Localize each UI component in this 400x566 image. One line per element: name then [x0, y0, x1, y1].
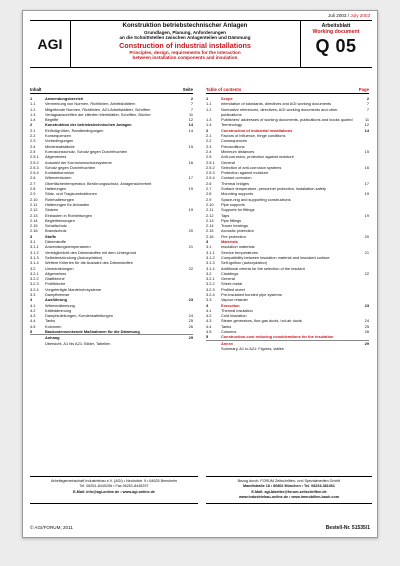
toc-entry-title: Additional criteria for the selection of the insulant — [221, 265, 305, 271]
toc-entry-title: Pipe supports — [221, 201, 245, 207]
date-separator: / — [346, 13, 351, 18]
toc-entry-number: 1.4 — [206, 122, 212, 128]
toc-entry-title: Dämmstoffe — [45, 239, 66, 245]
toc-entry-number: 3.3 — [206, 297, 212, 303]
toc-entry-page: 15 — [188, 143, 193, 149]
toc-entry-title: Profilbleche — [45, 281, 66, 287]
toc-entry-number: 2.7 — [30, 180, 36, 186]
toc-entry-number: 3.1.4 — [30, 260, 39, 266]
doc-type-en: Working document — [312, 28, 360, 35]
toc-entry-title: Kontaktkorrosion — [45, 170, 75, 176]
toc-entry-page: 16 — [364, 164, 369, 170]
toc-entry-page: 26 — [188, 323, 193, 329]
toc-entry-title: Anwendungstemperaturen — [45, 244, 91, 250]
toc-entry-page: 7 — [190, 101, 193, 107]
toc-entry-page: 2 — [190, 96, 193, 101]
toc-entry-number: 3 — [206, 239, 209, 245]
toc-entry-title: Scope — [221, 96, 233, 101]
toc-entry-title: Begriffe — [45, 117, 59, 123]
toc-english — [206, 87, 369, 351]
toc-entry-page: 22 — [364, 270, 369, 276]
toc-entry-number: 2.13 — [206, 217, 214, 223]
toc-entry-number: 4.4 — [206, 323, 212, 329]
toc-entry-page: 25 — [188, 318, 193, 324]
toc-entry-title: Steam generators, flue-gas ducts, hot-air ducts — [221, 318, 302, 324]
toc-german-heading: Inhalt — [30, 87, 42, 92]
toc-entry-number: 2.5.4 — [30, 170, 39, 176]
toc-entry-title: Minimum distances — [221, 148, 255, 154]
toc-entry-page: 19 — [364, 191, 369, 197]
subtitle-en-1: Principles, design, requirements for the interaction — [129, 50, 241, 56]
toc-entry-page: 23 — [364, 302, 369, 308]
toc-entry-number: 2.5 — [206, 154, 212, 160]
toc-entry-number: 1 — [30, 96, 33, 101]
toc-entry-number: 2.15 — [30, 223, 38, 229]
toc-entry-number: 4.2 — [206, 313, 212, 319]
toc-entry-title: Intendation of standards, directives and AGI working documents — [221, 101, 332, 107]
toc-entry-title: Anhang — [45, 335, 60, 341]
toc-entry-number: 2.15 — [206, 228, 214, 234]
toc-entry-title: Konstruktion der betriebstechnischen Anlagen — [45, 122, 132, 128]
toc-entry-title: General — [221, 276, 235, 282]
toc-entry-title: Auswahl der Korrosionsschutzsysteme — [45, 159, 112, 165]
toc-entry-title: Anti-corrosion, protection against moisture — [221, 154, 294, 160]
toc-entry-number: 2.5.3 — [30, 164, 39, 170]
doc-number: Q 05 — [315, 36, 357, 57]
toc-entry-title: Thermal bridges — [221, 180, 250, 186]
toc-english-header — [206, 87, 369, 94]
toc-entry-number: 2.10 — [30, 196, 38, 202]
toc-entry-number: 2.8 — [30, 186, 36, 192]
toc-entry-number: 3 — [30, 233, 33, 239]
toc-entry-title: Protection against moisture — [221, 170, 269, 176]
toc-entry-number: 3.1 — [30, 239, 36, 245]
toc-entry-page: 25 — [364, 323, 369, 329]
toc-entry-number: 4.1 — [206, 307, 212, 313]
toc-entry-title: Oberflächentemperatur, Berührungsschutz, Anlagensicherheit — [45, 180, 152, 186]
toc-entry-number: 2.5.2 — [30, 159, 39, 165]
toc-entry-title: Konsequenzen — [45, 133, 71, 139]
toc-entry-number: 1.1 — [30, 101, 36, 107]
toc-entry-title: Supports for fittings — [221, 207, 255, 213]
toc-entry-title: Cold insulation — [221, 313, 247, 319]
toc-entry-page: 20 — [364, 233, 369, 239]
toc-entry-title: Construction of industrial installations — [221, 127, 293, 133]
toc-entry-title: Surface temperature, personnel protection, installation safety — [221, 186, 326, 192]
toc-entry-number: 4.4 — [30, 318, 36, 324]
toc-entry-title: Baukostensenkende Maßnahmen für die Dämmung — [45, 329, 140, 335]
document-page — [22, 10, 378, 538]
toc-entry-title: Schutz gegen Durchfeuchten — [45, 164, 96, 170]
toc-entry-title: Tanks — [221, 323, 232, 329]
toc-entry-title: Mindestabstände — [45, 143, 75, 149]
toc-entry-number: 2.13 — [30, 212, 38, 218]
distributor-websites[interactable]: www.industriebau-online.de • www.immobilien-bauh.com — [239, 494, 339, 499]
toc-entry-number: 4.3 — [30, 313, 36, 319]
toc-entry-title: Self-ignition (autoxydation) — [221, 260, 268, 266]
toc-entry-number: 3.2 — [30, 265, 36, 271]
title-block — [70, 23, 300, 61]
toc-entry-title: Publishers' addresses of working documents, publications and books quoted — [221, 117, 353, 123]
toc-entry-title: Stutzen — [45, 207, 59, 213]
toc-entry-number: 2.8 — [206, 191, 212, 197]
footer-publisher — [30, 476, 198, 504]
toc-entry-title: Wärmebrücken — [45, 175, 72, 181]
toc-entry-title: Vorgefertigte Mantelrohrsysteme — [45, 286, 102, 292]
toc-entry-number: 4.5 — [30, 323, 36, 329]
toc-entry-title: Terminology — [221, 122, 242, 128]
toc-entry-number: 1.3 — [30, 111, 36, 117]
toc-entry-number: 2.1 — [30, 127, 36, 133]
toc-entry-title: Annex — [221, 340, 233, 346]
toc-entry-page: 17 — [188, 175, 193, 181]
toc-entry-number: 2 — [30, 122, 33, 128]
toc-german-page-heading: Seite — [182, 87, 193, 92]
order-number: Bestell-Nr. 51535/1 — [325, 525, 370, 531]
toc-entry-title: Service temperatures — [221, 249, 258, 255]
toc-entry-number: 2.3 — [206, 143, 212, 149]
subtitle-en-2: between installation components and insulation — [132, 55, 238, 61]
toc-entry-title: Space-ring and supporting constructions — [221, 196, 291, 202]
toc-entry-page: 12 — [364, 122, 369, 128]
toc-entry-number: 2.10 — [206, 201, 214, 207]
copyright: © AGI/FORUM, 2011 — [30, 525, 73, 530]
toc-entry-number: 2.6 — [206, 180, 212, 186]
toc-entry-number: 2.1 — [206, 133, 212, 139]
toc-entry-title: Profiled sheet — [221, 286, 245, 292]
toc-entry-number: 2.5.2 — [206, 164, 215, 170]
toc-entry-page: 21 — [364, 249, 369, 255]
publisher-contact[interactable]: E-Mail: info@agi-online.de • www.agi-online.de — [73, 489, 155, 494]
toc-entry-number: 3.1.1 — [206, 249, 215, 255]
toc-entry-title: Pre-insulated bonded pipe systems — [221, 291, 282, 297]
title-en: Construction of industrial installations — [119, 41, 251, 51]
subtitle-de-2: an die Schnittstellen zwischen Anlagenteilen und Dämmung — [119, 35, 251, 41]
footer-distributor — [206, 476, 372, 504]
toc-entry-title: Allgemeines — [45, 154, 67, 160]
toc-entry-page: 29 — [364, 340, 369, 346]
toc-entry-title: Execution — [221, 302, 240, 308]
toc-entry-number: 4 — [206, 302, 209, 308]
toc-entry-title: Tanks — [45, 318, 56, 324]
toc-entry-number: 2.16 — [30, 228, 38, 234]
toc-entry-title: Brandschutz — [45, 228, 67, 234]
toc-entry-title: Sheet-metal — [221, 281, 242, 287]
distributor-name: Bezug durch: FORUM Zeitschriften- und Spezialmedien GmbH — [237, 479, 341, 483]
toc-entry-title: Pipe fittings — [221, 217, 242, 223]
toc-entry-title: Kältedämmung — [45, 307, 72, 313]
toc-entry-title: Consequences — [221, 138, 247, 144]
toc-entry-number: 5 — [206, 334, 209, 340]
toc-entry-page: 14 — [188, 127, 193, 133]
toc-entry-title: Schallschutz — [45, 223, 67, 229]
toc-entry-number: 2.3 — [30, 138, 36, 144]
toc-entry-number: 3.1.4 — [206, 265, 215, 271]
toc-entry-title: General — [221, 159, 235, 165]
toc-entry-number: 3.3 — [30, 291, 36, 297]
toc-entry-number: 3.2.1 — [206, 276, 215, 282]
toc-english-heading: Table of contents — [206, 87, 242, 92]
toc-entry-title: Summary, A1 to A21: Figures, tables — [221, 345, 284, 351]
toc-entry-title: Tracer heatings — [221, 223, 248, 229]
toc-entry-number: 3.2.1 — [30, 270, 39, 276]
toc-entry-title: Compatibility between insulation material and insulated surface — [221, 254, 330, 260]
toc-entry-number: 2.4 — [206, 148, 212, 154]
toc-entry-title: Preconditions — [221, 143, 245, 149]
toc-german — [30, 87, 193, 346]
toc-entry-number: 2.14 — [206, 223, 214, 229]
doc-type-de: Arbeitsblatt — [321, 23, 351, 29]
toc-entry-number: 1.2 — [206, 106, 212, 112]
toc-entry-number: 2.11 — [206, 207, 214, 213]
toc-entry-page: 23 — [188, 297, 193, 303]
toc-entry-number: 3.2.3 — [206, 286, 215, 292]
date-de: Juli 2003 — [328, 13, 347, 18]
toc-entry-page: 11 — [188, 111, 193, 117]
toc-entry-number: 2.9 — [206, 196, 212, 202]
toc-entry-page: 14 — [188, 122, 193, 128]
toc-entry-number: 3.1.1 — [30, 244, 39, 250]
issue-date — [328, 13, 370, 18]
toc-entry-number: 1.2 — [30, 106, 36, 112]
toc-entry-page: 12 — [188, 117, 193, 123]
document-header — [30, 20, 372, 68]
toc-entry-number: 2.2 — [206, 138, 212, 144]
toc-entry-title: Stoffe — [45, 233, 57, 239]
toc-entry-number: 2.7 — [206, 186, 212, 192]
toc-entry-title: Rohrhalterungen — [45, 196, 74, 202]
toc-entry-title: Mitgeltende Normen, Richtlinien, AGI-Arbeitsblätter, Schriften — [45, 106, 151, 112]
toc-entry-number: 1 — [206, 96, 209, 101]
toc-entry-number: 4.1 — [30, 302, 36, 308]
toc-entry-title: Anwendungsbereich — [45, 96, 84, 101]
toc-entry-title: Übersicht, A1 bis A21: Bilder, Tabellen — [45, 340, 111, 346]
toc-entry-number: 2.5.1 — [30, 154, 39, 160]
toc-entry-title: Wärmedämmung — [45, 302, 75, 308]
toc-entry-title: Thermal insulation — [221, 307, 253, 313]
toc-english-page-heading: Page — [358, 87, 369, 92]
toc-entry-title: Normative references, directives, AGI working documents and other publications — [221, 106, 338, 117]
toc-entry — [206, 107, 369, 118]
toc-entry-title: Weitere Kriterien für die Auswahl des Dämmstoffes — [45, 260, 133, 266]
toc-entry-number: 2.12 — [30, 207, 38, 213]
toc-german-list — [30, 96, 193, 346]
toc-entry-title: Einflußgrößen, Randbedingungen — [45, 127, 104, 133]
toc-entry-title: Construction-cost reducing considerations for the insulation — [221, 334, 334, 340]
toc-entry-title: Claddings — [221, 270, 239, 276]
agi-logo: AGI — [37, 36, 63, 52]
toc-entry-title: Verlagsanschriften der zitierten Merkblätter, Schriften, Bücher — [45, 111, 151, 117]
toc-entry-title: Verträglichkeit des Dämmstoffes mit dem Untergrund — [45, 249, 137, 255]
toc-entry-number: 4 — [30, 297, 33, 303]
toc-entry-number: 3.2.3 — [30, 281, 39, 287]
toc-entry-number: 2.4 — [30, 143, 36, 149]
toc-entry-title: Dampfbremse — [45, 291, 70, 297]
toc-entry-number: 5 — [30, 329, 33, 335]
title-de: Konstruktion betriebstechnischer Anlagen — [122, 22, 248, 29]
toc-entry-page: 21 — [188, 244, 193, 250]
toc-entry-number: 3.1.2 — [30, 249, 39, 255]
publisher-address: Arbeitsgemeinschaft Industriebau e.V. (AGI) • Neuhofstr. 9 • 64625 Bensheim — [50, 479, 178, 483]
toc-entry-title: Halterungen — [45, 186, 67, 192]
toc-entry-page: 19 — [188, 186, 193, 192]
toc-entry-title: Korrosionsschutz, Schutz gegen Durchfeuchten — [45, 148, 128, 154]
toc-entry-title: Ausführung — [45, 297, 68, 303]
subtitle-de-1: Grundlagen, Planung, Anforderungen — [143, 29, 226, 35]
toc-entry-number: 2.5 — [30, 148, 36, 154]
toc-entry-title: Vorbedingungen — [45, 138, 74, 144]
toc-entry-number: 2.14 — [30, 217, 38, 223]
toc-entry-title: Stütz- und Tragkonstruktionen — [45, 191, 97, 197]
toc-entry-number: 3.2.4 — [30, 286, 39, 292]
toc-entry-number: 3.1.3 — [206, 260, 215, 266]
toc-entry-title: Acoustic protection — [221, 228, 254, 234]
date-en: July 2003 — [350, 13, 370, 18]
toc-entry-title: Ummantelungen — [45, 265, 74, 271]
toc-entry — [206, 346, 369, 351]
toc-entry-page: 2 — [366, 96, 369, 101]
toc-entry-page: 7 — [366, 106, 369, 112]
toc-entry-number: 2 — [206, 127, 209, 133]
toc-entry-page: 24 — [188, 313, 193, 319]
toc-entry-number: 3.1.2 — [206, 254, 215, 260]
toc-entry-number: 4.5 — [206, 329, 212, 335]
toc-entry-number: 2.5.1 — [206, 159, 215, 165]
toc-entry-page: 16 — [188, 159, 193, 165]
toc-entry-page: 7 — [366, 101, 369, 107]
toc-entry-number: 3.2.4 — [206, 291, 215, 297]
toc-entry-number: 2.11 — [30, 201, 38, 207]
toc-entry-page: 29 — [188, 335, 193, 341]
toc-entry-title: Vapour retarder — [221, 297, 248, 303]
toc-entry-page: 14 — [364, 127, 369, 133]
toc-entry-number: 3.2 — [206, 270, 212, 276]
toc-entry-number: 3.1.3 — [30, 254, 39, 260]
toc-entry-number: 1.1 — [206, 101, 212, 107]
toc-entry-title: Einbauten in Rohrleitungen — [45, 212, 92, 218]
toc-entry-title: Materials — [221, 239, 238, 245]
toc-english-list — [206, 96, 369, 351]
toc-entry-title: Taps — [221, 212, 230, 218]
toc-entry-number: 1.3 — [206, 117, 212, 123]
toc-entry — [30, 341, 193, 346]
toc-entry-title: Begleitheizungen — [45, 217, 75, 223]
toc-entry-title: Allgemeines — [45, 270, 67, 276]
toc-entry-number: 3.2.2 — [30, 276, 39, 282]
toc-entry-number: 2.5.4 — [206, 175, 215, 181]
toc-entry-number: 2.9 — [30, 191, 36, 197]
toc-entry-title: Halterungen für Anbauten — [45, 201, 90, 207]
toc-entry-title: Contact corrosion — [221, 175, 252, 181]
distributor-address: Mandlstraße 18 • 80802 München • Tel. 08233-381361 — [243, 484, 335, 489]
toc-entry-page: 11 — [364, 117, 369, 123]
toc-entry-number: 2.5.3 — [206, 170, 215, 176]
doc-id-block — [300, 24, 372, 57]
toc-entry-page: 20 — [188, 228, 193, 234]
toc-entry-number: 2.16 — [206, 233, 214, 239]
toc-entry-title: Mounting supports — [221, 191, 254, 197]
toc-entry-title: Vermerkung von Normen, Richtlinien, Arbeitsblättern — [45, 101, 136, 107]
toc-entry-number: 1.4 — [30, 117, 36, 123]
toc-entry-page: 26 — [364, 329, 369, 335]
toc-german-header — [30, 87, 193, 94]
toc-entry-page: 7 — [190, 106, 193, 112]
toc-entry-number: 2.12 — [206, 212, 214, 218]
toc-entry-number: 4.3 — [206, 318, 212, 324]
toc-entry-title: Columns — [221, 329, 237, 335]
toc-entry-number: 3.2.2 — [206, 281, 215, 287]
toc-entry-number: 4.2 — [30, 307, 36, 313]
toc-entry-title: Kolonnen — [45, 323, 62, 329]
toc-entry-number: 3.1 — [206, 244, 212, 250]
toc-entry-page: 22 — [188, 265, 193, 271]
toc-entry-page: 24 — [364, 318, 369, 324]
toc-entry-title: Fire protection — [221, 233, 246, 239]
toc-entry-page: 19 — [364, 212, 369, 218]
toc-entry-page: 17 — [364, 180, 369, 186]
publisher-phone: Tel. 06251-8445296 • Fax 06251-8445297 — [79, 484, 149, 489]
toc-entry-page: 19 — [188, 207, 193, 213]
toc-entry-title: Factors of influence, fringe conditions — [221, 133, 286, 139]
toc-entry-title: Selection of anti-corrosion systems — [221, 164, 282, 170]
distributor-email[interactable]: E-Mail: agi-blaetter@forum-zeitschriften.de — [251, 489, 327, 494]
toc-entry-title: Glattbleche — [45, 276, 65, 282]
toc-entry-title: Dampfzuleitungen, Kondensatleitungen — [45, 313, 113, 319]
toc-entry-number: 2.2 — [30, 133, 36, 139]
toc-entry-title: Selbstentzündung (Autoxydation) — [45, 254, 103, 260]
toc-entry-title: Insulation materials — [221, 244, 255, 250]
toc-entry-number: 2.6 — [30, 175, 36, 181]
toc-entry-page: 15 — [364, 148, 369, 154]
